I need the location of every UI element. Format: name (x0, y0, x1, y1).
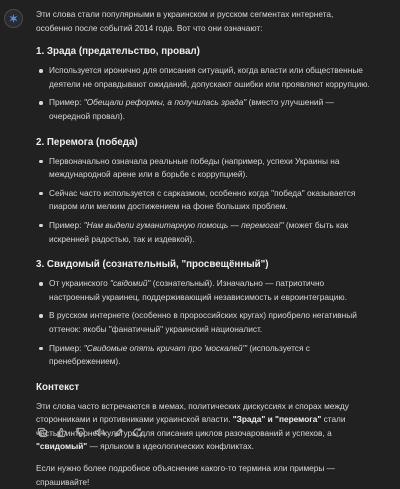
assistant-logo-icon (8, 13, 19, 24)
section-heading: 3. Свидомый (сознательный, "просвещённый") (36, 259, 269, 271)
thumbs-down-icon (75, 427, 86, 438)
section-heading: 1. Зрада (предательство, провал) (36, 46, 200, 58)
list-item: В русском интернете (особенно в пророссийских кругах) приобрело негативный оттенок: якобы "фанатичный" украинский националист. (36, 309, 372, 336)
edit-button[interactable] (112, 426, 124, 438)
bullet-list (36, 64, 372, 123)
list-item: Пример: "Свидомые опять кричат про 'москалей'" (используется с пренебрежением). (36, 342, 372, 369)
regenerate-icon (132, 427, 143, 438)
closing-text: Если нужно более подробное объяснение какого-то термина или примеры — спрашивайте! (36, 463, 335, 487)
section-heading: 2. Перемога (победа) (36, 136, 138, 148)
intro-text: Эти слова стали популярными в украинском и русском сегментах интернета, особенно после событий 2014 года. Вот что они означают: (36, 9, 334, 33)
good-response-button[interactable] (55, 426, 67, 438)
assistant-message (36, 8, 372, 489)
read-aloud-button[interactable] (93, 426, 105, 438)
copy-button[interactable] (36, 426, 48, 438)
example-quote: "Обещали реформы, а получилась зрада" (83, 97, 247, 108)
list-item: Первоначально означала реальные победы (например, успехи Украины на международной арене или в борьбе с коррупцией). (36, 155, 372, 182)
message-actions (36, 426, 143, 438)
context-paragraph: Эти слова часто встречаются в мемах, политических дискуссиях и спорах между сторонниками и противниками украинской власти. "Зрада" и "перемога" стали частью интернет-культуры для описания циклов разочарований и успехов, а "свидомый" — ярлыком в идеологических конфликтах. (36, 400, 349, 452)
list-item: Сейчас часто используется с сарказмом, особенно когда "победа" оказывается пиаром или мелким достижением на фоне больших проблем. (36, 187, 372, 214)
edit-icon (113, 427, 124, 438)
example-quote: "свідомий" (110, 278, 151, 289)
example-quote: "Свидомые опять кричат про 'москалей'" (83, 342, 248, 353)
list-item: Пример: "Обещали реформы, а получилась зрада" (вместо улучшений — очередной провал). (36, 96, 372, 123)
bad-response-button[interactable] (74, 426, 86, 438)
list-item: Пример: "Нам выдели гуманитарную помощь — перемога!" (может быть как искренней радостью, так и издевкой). (36, 219, 372, 246)
regenerate-button[interactable] (131, 426, 143, 438)
list-item: От украинского "свідомий" (сознательный). Изначально — патриотично настроенный украинец, поддерживающий независимость и евроинтеграцию. (36, 277, 372, 304)
list-item: Используется иронично для описания ситуаций, когда власти или общественные деятели не оправдывают ожиданий, допускают ошибки или проявляют коррупцию. (36, 64, 372, 91)
context-heading: Контекст (36, 381, 80, 393)
thumbs-up-icon (56, 427, 67, 438)
assistant-avatar (4, 9, 23, 28)
speaker-icon (94, 427, 105, 438)
bullet-list (36, 155, 372, 247)
example-quote: "Нам выдели гуманитарную помощь — перемога!" (83, 219, 284, 230)
copy-icon (37, 427, 48, 438)
bullet-list (36, 277, 372, 369)
